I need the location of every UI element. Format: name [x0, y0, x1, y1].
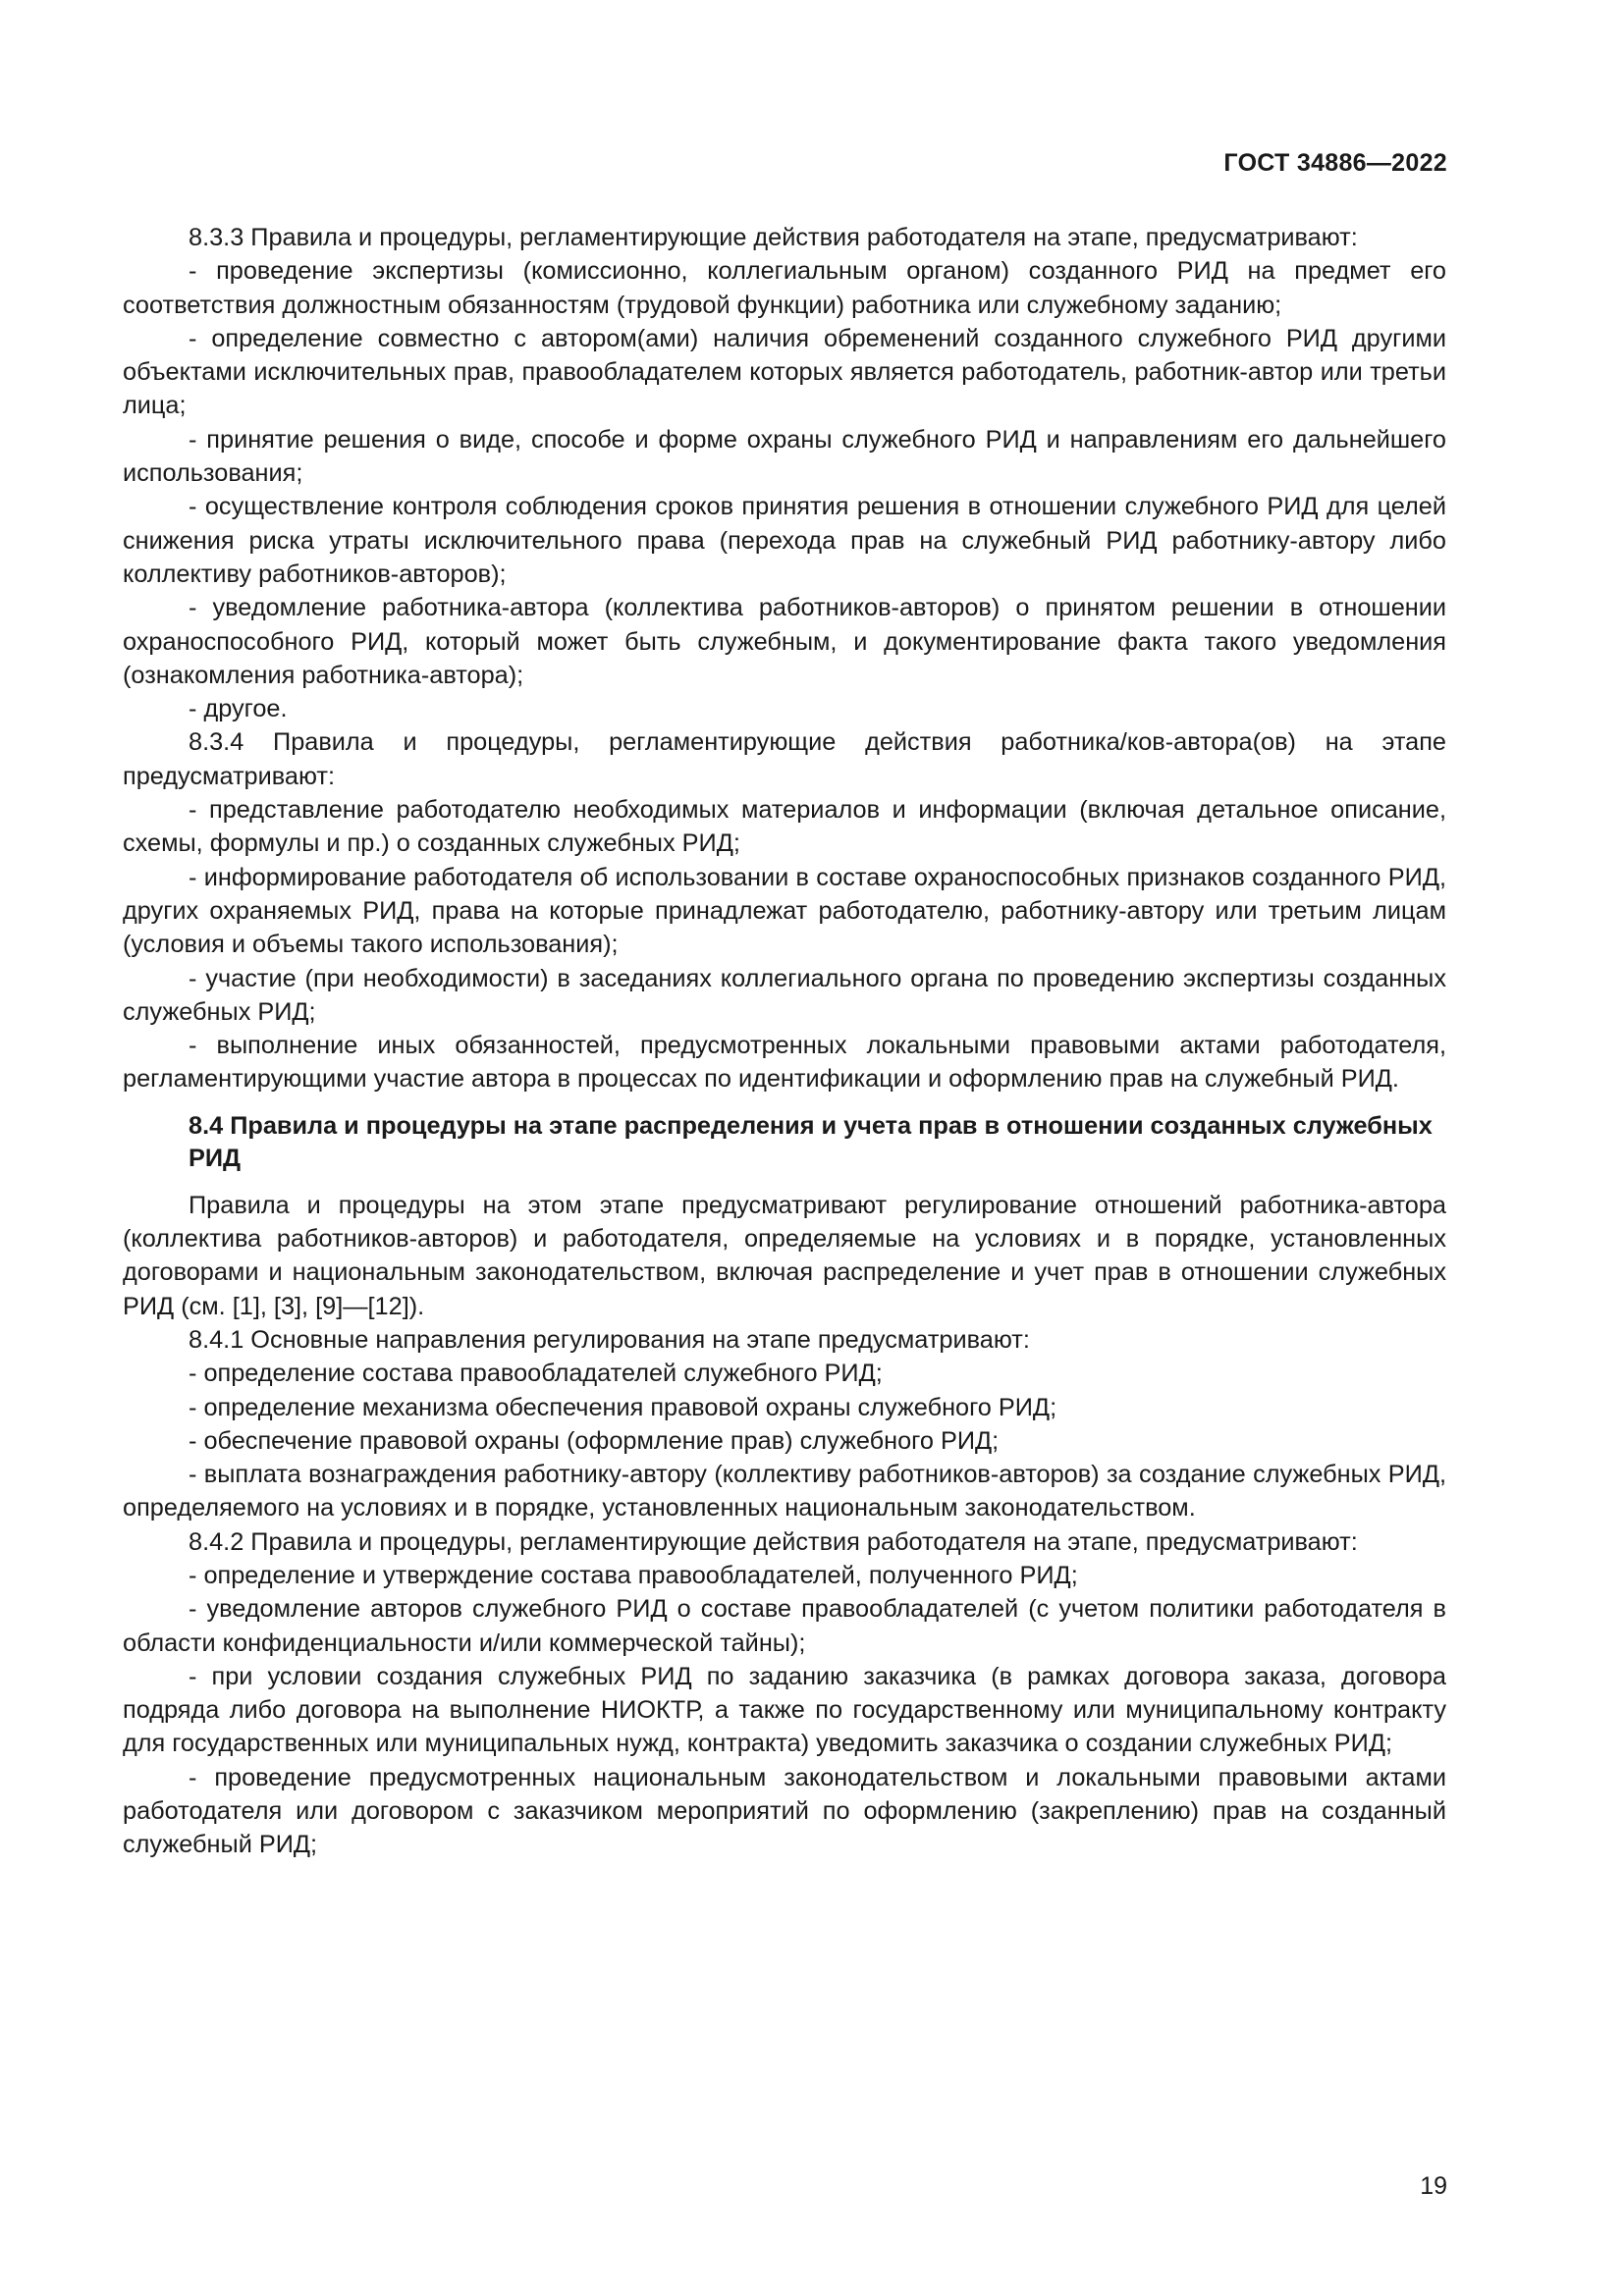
section-title: 8.4 Правила и процедуры на этапе распределения и учета прав в отношении созданных служебных РИД — [189, 1111, 1433, 1172]
list-item: - определение механизма обеспечения правовой охраны служебного РИД; — [189, 1393, 1057, 1421]
list-item: - определение состава правообладателей служебного РИД; — [189, 1360, 883, 1388]
list-item: - при условии создания служебных РИД по заданию заказчика (в рамках договора заказа, договора подряда либо договора на выполнение НИОКТР, а также по государственному или муниципальному контракту для государственных или муниципальных нужд, контракта) уведомить заказчика о создании служебных РИД; — [123, 1662, 1446, 1758]
paragraph: 8.4.2 Правила и процедуры, регламентирующие действия работодателя на этапе, предусматривают: — [189, 1527, 1358, 1556]
list-item: - представление работодателю необходимых материалов и информации (включая детальное описание, схемы, формулы и пр.) о созданных служебных РИД; — [123, 796, 1446, 858]
list-item: - выполнение иных обязанностей, предусмотренных локальными правовыми актами работодателя, регламентирующими участие автора в процессах по идентификации и оформлению прав на служебный РИД. — [123, 1032, 1446, 1094]
paragraph: Правила и процедуры на этом этапе предусматривают регулирование отношений работника-автора (коллектива работников-авторов) и работодателя, определяемые на условиях и в порядке, установленных договорами и национальным законодательством, включая распределение и учет прав в отношении служебных РИД (см. [1], [3], [9]—[12]). — [123, 1191, 1446, 1320]
paragraph: 8.4.1 Основные направления регулирования на этапе предусматривают: — [189, 1325, 1030, 1354]
page-number: 19 — [1420, 2172, 1447, 2200]
paragraph: 8.3.3 Правила и процедуры, регламентирующие действия работодателя на этапе, предусматривают: — [189, 224, 1358, 251]
paragraph: 8.3.4 Правила и процедуры, регламентирующие действия работника/ков-автора(ов) на этапе предусматривают: — [123, 728, 1446, 790]
list-item: - уведомление авторов служебного РИД о составе правообладателей (с учетом политики работодателя в области конфиденциальности и/или коммерческой тайны); — [123, 1595, 1446, 1657]
list-item: - принятие решения о виде, способе и форме охраны служебного РИД и направлениям его дальнейшего использования; — [123, 425, 1446, 488]
document-header: ГОСТ 34886—2022 — [1223, 149, 1447, 177]
list-item: - определение и утверждение состава правообладателей, полученного РИД; — [189, 1561, 1078, 1589]
list-item: - участие (при необходимости) в заседаниях коллегиального органа по проведению экспертизы созданных служебных РИД; — [123, 964, 1446, 1026]
list-item: - уведомление работника-автора (коллектива работников-авторов) о принятом решении в отношении охраноспособного РИД, который может быть служебным, и документирование факта такого уведомления (ознакомления работника-автора); — [123, 594, 1446, 689]
list-item: - проведение предусмотренных национальным законодательством и локальными правовыми актами работодателя или договором с заказчиком мероприятий по оформлению (закреплению) прав на созданный служебный РИД; — [123, 1763, 1446, 1859]
document-body — [123, 221, 1446, 1862]
list-item: - обеспечение правовой охраны (оформление прав) служебного РИД; — [189, 1426, 1000, 1455]
list-item: - другое. — [189, 695, 288, 723]
list-item: - проведение экспертизы (комиссионно, коллегиальным органом) созданного РИД на предмет его соответствия должностным обязанностям (трудовой функции) работника или служебному заданию; — [123, 257, 1446, 319]
list-item: - осуществление контроля соблюдения сроков принятия решения в отношении служебного РИД для целей снижения риска утраты исключительного права (перехода прав на служебный РИД работнику-автору либо коллективу работников-авторов); — [123, 493, 1446, 588]
list-item: - определение совместно с автором(ами) наличия обременений созданного служебного РИД другими объектами исключительных прав, правообладателем которых является работодатель, работник-автор или третьи лица; — [123, 324, 1446, 420]
list-item: - выплата вознаграждения работнику-автору (коллективу работников-авторов) за создание служебных РИД, определяемого на условиях и в порядке, установленных национальным законодательством. — [123, 1461, 1446, 1522]
list-item: - информирование работодателя об использовании в составе охраноспособных признаков созданного РИД, других охраняемых РИД, права на которые принадлежат работодателю, работнику-автору или третьим лицам (условия и объемы такого использования); — [123, 863, 1446, 959]
